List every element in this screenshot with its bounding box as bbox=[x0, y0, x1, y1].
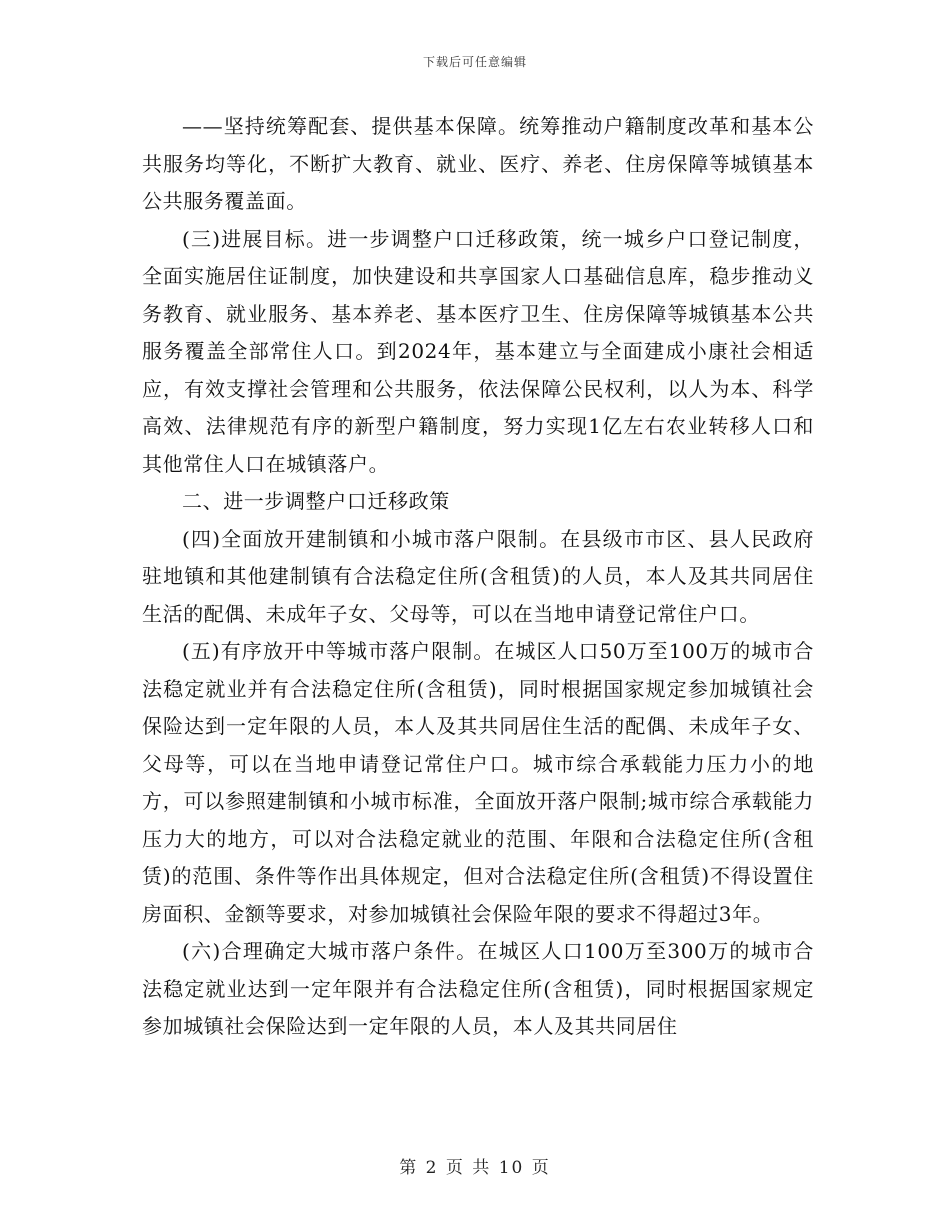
paragraph-small-cities: (四)全面放开建制镇和小城市落户限制。在县级市市区、县人民政府驻地镇和其他建制镇有合法稳定住所(含租赁)的人员，本人及其共同居住生活的配偶、未成年子女、父母等，可以在当地申请登记常住户口。 bbox=[142, 526, 814, 626]
page-number: 第 2 页 共 10 页 bbox=[399, 1158, 551, 1178]
document-body bbox=[142, 108, 814, 1046]
paragraph-goals: (三)进展目标。进一步调整户口迁移政策，统一城乡户口登记制度，全面实施居住证制度，加快建设和共享国家人口基础信息库，稳步推动义务教育、就业服务、基本养老、基本医疗卫生、住房保障等城镇基本公共服务覆盖全部常住人口。到2024年，基本建立与全面建成小康社会相适应，有效支撑社会管理和公共服务，依法保障公民权利，以人为本、科学高效、法律规范有序的新型户籍制度，努力实现1亿左右农业转移人口和其他常住人口在城镇落户。 bbox=[142, 226, 814, 476]
paragraph-medium-cities: (五)有序放开中等城市落户限制。在城区人口50万至100万的城市合法稳定就业并有合法稳定住所(含租赁)，同时根据国家规定参加城镇社会保险达到一定年限的人员，本人及其共同居住生活的配偶、未成年子女、父母等，可以在当地申请登记常住户口。城市综合承载能力压力小的地方，可以参照建制镇和小城市标准，全面放开落户限制;城市综合承载能力压力大的地方，可以对合法稳定就业的范围、年限和合法稳定住所(含租赁)的范围、条件等作出具体规定，但对合法稳定住所(含租赁)不得设置住房面积、金额等要求，对参加城镇社会保险年限的要求不得超过3年。 bbox=[142, 639, 814, 926]
paragraph-large-cities: (六)合理确定大城市落户条件。在城区人口100万至300万的城市合法稳定就业达到一定年限并有合法稳定住所(含租赁)，同时根据国家规定参加城镇社会保险达到一定年限的人员，本人及其共同居住 bbox=[142, 939, 814, 1038]
paragraph-principle: ——坚持统筹配套、提供基本保障。统筹推动户籍制度改革和基本公共服务均等化，不断扩大教育、就业、医疗、养老、住房保障等城镇基本公共服务覆盖面。 bbox=[142, 114, 814, 213]
section-heading: 二、进一步调整户口迁移政策 bbox=[182, 489, 450, 513]
page-header: 下载后可任意编辑 bbox=[422, 55, 527, 69]
